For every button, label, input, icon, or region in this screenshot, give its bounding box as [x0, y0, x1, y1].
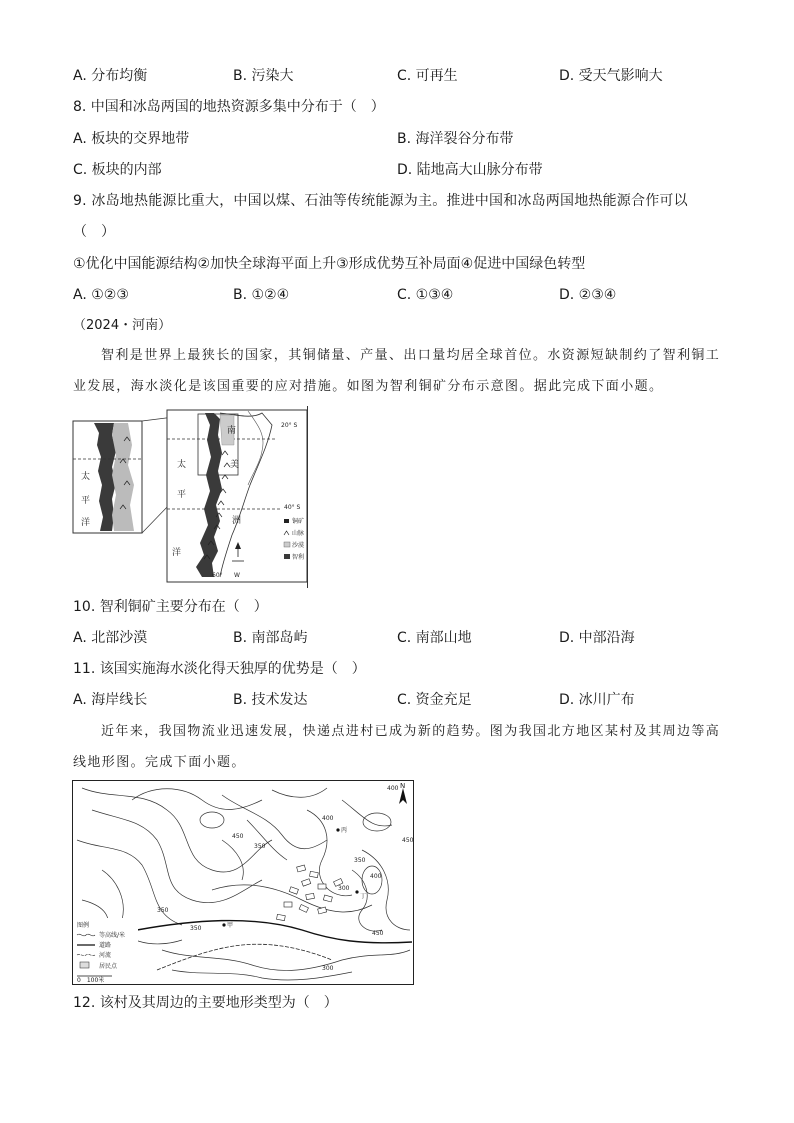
map2-contour-label: 450 — [402, 837, 414, 844]
map1-ocean-right-2: 平 — [177, 490, 187, 500]
map2-contour-label: 300 — [338, 885, 350, 892]
q7-option-a: A. 分布均衡 — [73, 68, 148, 84]
passage-village: 近年来，我国物流业迅速发展，快递点进村已成为新的趋势。图为我国北方地区某村及其周边等高线地形图。完成下面小题。 — [73, 724, 721, 770]
map1-ocean-left-1: 太 — [81, 472, 91, 482]
q11-option-d: D. 冰川广布 — [559, 692, 635, 708]
passage-chile: 智利是世界上最狭长的国家，其铜储量、产量、出口量均居全球首位。水资源短缺制约了智利铜工业发展，海水淡化是该国重要的应对措施。如图为智利铜矿分布示意图。据此完成下面小题。 — [73, 348, 721, 394]
map2-contour-label: 350 — [254, 843, 266, 850]
q7-option-d: D. 受天气影响大 — [559, 68, 663, 84]
map1-legend-mountain: 山脉 — [292, 530, 305, 537]
q8-option-d: D. 陆地高大山脉分布带 — [397, 162, 543, 178]
q10-option-c: C. 南部山地 — [397, 630, 472, 646]
map2-legend-contour: 等高线/米 — [99, 932, 126, 939]
map2-north-label: N — [400, 782, 406, 790]
map2-contour-label: 300 — [322, 965, 334, 972]
village-contour-map — [72, 780, 414, 985]
map1-lon-60: 60° — [212, 572, 223, 579]
map1-continent-2: 美 — [230, 460, 240, 470]
map1-edge-line — [307, 406, 308, 588]
map2-contour-label: 400 — [322, 815, 334, 822]
q11-option-a: A. 海岸线长 — [73, 692, 148, 708]
q11-option-b: B. 技术发达 — [233, 692, 308, 708]
map1-legend-chile: 智利 — [292, 554, 305, 561]
map1-ocean-left-2: 平 — [81, 496, 91, 506]
map1-lat-40: 40° S — [284, 504, 301, 511]
map1-legend-copper: 铜矿 — [292, 518, 305, 525]
map2-scale: 0 100米 — [77, 977, 105, 984]
map2-contour-label: 350 — [157, 907, 169, 914]
map2-contour-label: 400 — [370, 873, 382, 880]
map1-continent-3: 洲 — [232, 516, 242, 526]
map2-legend-road: 道路 — [99, 942, 112, 949]
q9-option-d: D. ②③④ — [559, 287, 617, 303]
map2-point-bing: 丙 — [341, 827, 348, 834]
q9-option-c: C. ①③④ — [397, 287, 454, 303]
q10-option-b: B. 南部岛屿 — [233, 630, 308, 646]
map1-ocean-right-1: 太 — [177, 460, 187, 470]
map1-lon-w: W — [234, 572, 240, 579]
source-label: （2024・河南） — [73, 318, 172, 333]
q8-option-b: B. 海洋裂谷分布带 — [397, 131, 514, 147]
chile-copper-map — [72, 405, 312, 588]
q9-stem: 9. 冰岛地热能源比重大，中国以煤、石油等传统能源为主。推进中国和冰岛两国地热能源合作可以 — [73, 193, 688, 209]
q8-option-c: C. 板块的内部 — [73, 162, 162, 178]
map2-legend — [74, 918, 138, 984]
map2-legend-title: 图例 — [77, 922, 90, 929]
map2-legend-river: 河流 — [99, 952, 112, 959]
map1-lat-20: 20° S — [281, 422, 298, 429]
q10-option-d: D. 中部沿海 — [559, 630, 635, 646]
q9-option-b: B. ①②④ — [233, 287, 290, 303]
map2-contour-label: 350 — [354, 857, 366, 864]
map2-contour-label: 350 — [190, 925, 202, 932]
map2-contour-label: 400 — [387, 785, 399, 792]
q11-option-c: C. 资金充足 — [397, 692, 472, 708]
map2-legend-settlement: 居民点 — [99, 963, 118, 970]
map1-continent-1: 南 — [227, 426, 237, 436]
map2-contour-label: 450 — [232, 833, 244, 840]
q10-stem: 10. 智利铜矿主要分布在（ ） — [73, 599, 268, 615]
q7-option-c: C. 可再生 — [397, 68, 458, 84]
map2-contour-label: 450 — [372, 930, 384, 937]
q9-statements: ①优化中国能源结构②加快全球海平面上升③形成优势互补局面④促进中国绿色转型 — [73, 256, 586, 272]
q7-option-b: B. 污染大 — [233, 68, 294, 84]
map1-ocean-right-3: 洋 — [172, 548, 182, 558]
q10-option-a: A. 北部沙漠 — [73, 630, 148, 646]
map1-ocean-left-3: 洋 — [81, 518, 91, 528]
q11-stem: 11. 该国实施海水淡化得天独厚的优势是（ ） — [73, 661, 366, 677]
q8-option-a: A. 板块的交界地带 — [73, 131, 190, 147]
map2-point-jia: 甲 — [227, 922, 234, 929]
q8-stem: 8. 中国和冰岛两国的地热资源多集中分布于（ ） — [73, 99, 385, 115]
q9-option-a: A. ①②③ — [73, 287, 129, 303]
q9-paren: （ ） — [73, 224, 115, 240]
map2-point-ding: 丁 — [360, 893, 367, 900]
map1-legend-desert: 沙漠 — [292, 542, 305, 549]
q12-stem: 12. 该村及其周边的主要地形类型为（ ） — [73, 995, 338, 1011]
